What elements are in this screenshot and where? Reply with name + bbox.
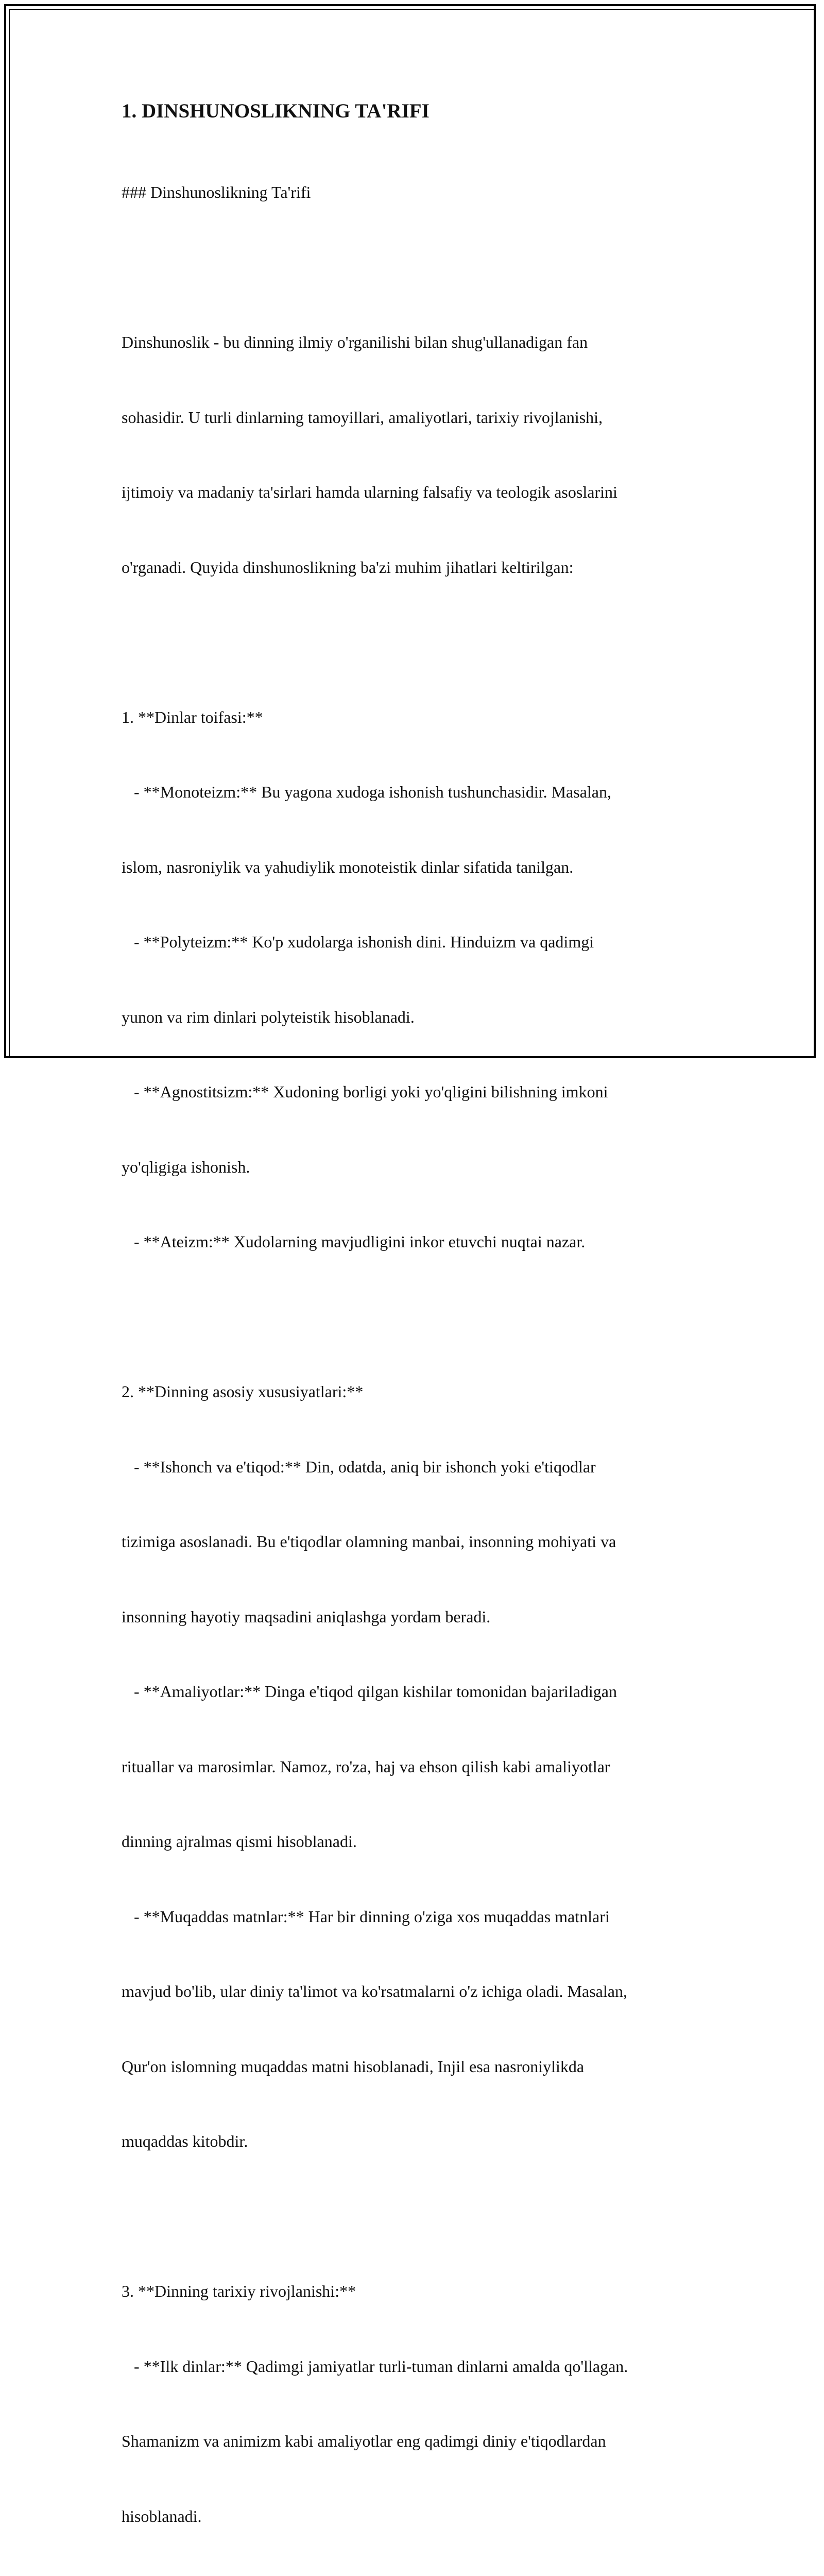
text-line: yunon va rim dinlari polyteistik hisoblanadi. bbox=[122, 1007, 415, 1026]
text-line: - **Ishonch va e'tiqod:** Din, odatda, aniq bir ishonch yoki e'tiqodlar bbox=[122, 1457, 596, 1476]
text-line: sohasidir. U turli dinlarning tamoyillari, amaliyotlari, tarixiy rivojlanishi, bbox=[122, 408, 603, 427]
text-line: - **Ateizm:** Xudolarning mavjudligini inkor etuvchi nuqtai nazar. bbox=[122, 1232, 586, 1251]
text-line: ijtimoiy va madaniy ta'sirlari hamda ularning falsafiy va teologik asoslarini bbox=[122, 483, 617, 501]
text-line: 2. **Dinning asosiy xususiyatlari:** bbox=[122, 1382, 364, 1401]
text-line: - **Polyteizm:** Ko'p xudolarga ishonish dini. Hinduizm va qadimgi bbox=[122, 933, 594, 951]
text-line: muqaddas kitobdir. bbox=[122, 2132, 248, 2150]
text-line: - **Amaliyotlar:** Dinga e'tiqod qilgan kishilar tomonidan bajariladigan bbox=[122, 1682, 617, 1701]
text-line bbox=[122, 630, 714, 655]
text-line: - **Monoteizm:** Bu yagona xudoga ishonish tushunchasidir. Masalan, bbox=[122, 783, 611, 801]
text-line: Qur'on islomning muqaddas matni hisoblanadi, Injil esa nasroniylikda bbox=[122, 2057, 585, 2076]
document-body bbox=[122, 93, 714, 2576]
text-line: 1. **Dinlar toifasi:** bbox=[122, 707, 263, 726]
document-text bbox=[122, 130, 714, 2576]
text-line: yo'qligiga ishonish. bbox=[122, 1157, 250, 1176]
text-line: islom, nasroniylik va yahudiylik monoteistik dinlar sifatida tanilgan. bbox=[122, 857, 574, 876]
text-line: - **Agnostitsizm:** Xudoning borligi yoki yo'qligini bilishning imkoni bbox=[122, 1082, 608, 1101]
text-line: rituallar va marosimlar. Namoz, ro'za, haj va ehson qilish kabi amaliyotlar bbox=[122, 1757, 610, 1776]
text-line: Dinshunoslik - bu dinning ilmiy o'rganilishi bilan shug'ullanadigan fan bbox=[122, 333, 588, 351]
text-line: - **Muqaddas matnlar:** Har bir dinning o'ziga xos muqaddas matnlari bbox=[122, 1907, 610, 1926]
document-title: 1. DINSHUNOSLIKNING TA'RIFI bbox=[122, 100, 430, 122]
text-line: insonning hayotiy maqsadini aniqlashga yordam beradi. bbox=[122, 1607, 491, 1626]
text-line bbox=[122, 2204, 714, 2229]
text-line: - **Ilk dinlar:** Qadimgi jamiyatlar turli-tuman dinlarni amalda qo'llagan. bbox=[122, 2357, 628, 2376]
text-line bbox=[122, 255, 714, 280]
text-line bbox=[122, 1304, 714, 1330]
text-line: dinning ajralmas qismi hisoblanadi. bbox=[122, 1832, 357, 1851]
text-line: mavjud bo'lib, ular diniy ta'limot va ko'rsatmalarni o'z ichiga oladi. Masalan, bbox=[122, 1982, 627, 2001]
text-line: o'rganadi. Quyida dinshunoslikning ba'zi muhim jihatlari keltirilgan: bbox=[122, 557, 574, 577]
text-line: ### Dinshunoslikning Ta'rifi bbox=[122, 183, 311, 201]
text-line: Shamanizm va animizm kabi amaliyotlar eng qadimgi diniy e'tiqodlardan bbox=[122, 2432, 606, 2450]
text-line: hisoblanadi. bbox=[122, 2506, 202, 2526]
text-line: tizimiga asoslanadi. Bu e'tiqodlar olamning manbai, insonning mohiyati va bbox=[122, 1532, 616, 1551]
text-line: 3. **Dinning tarixiy rivojlanishi:** bbox=[122, 2282, 356, 2300]
